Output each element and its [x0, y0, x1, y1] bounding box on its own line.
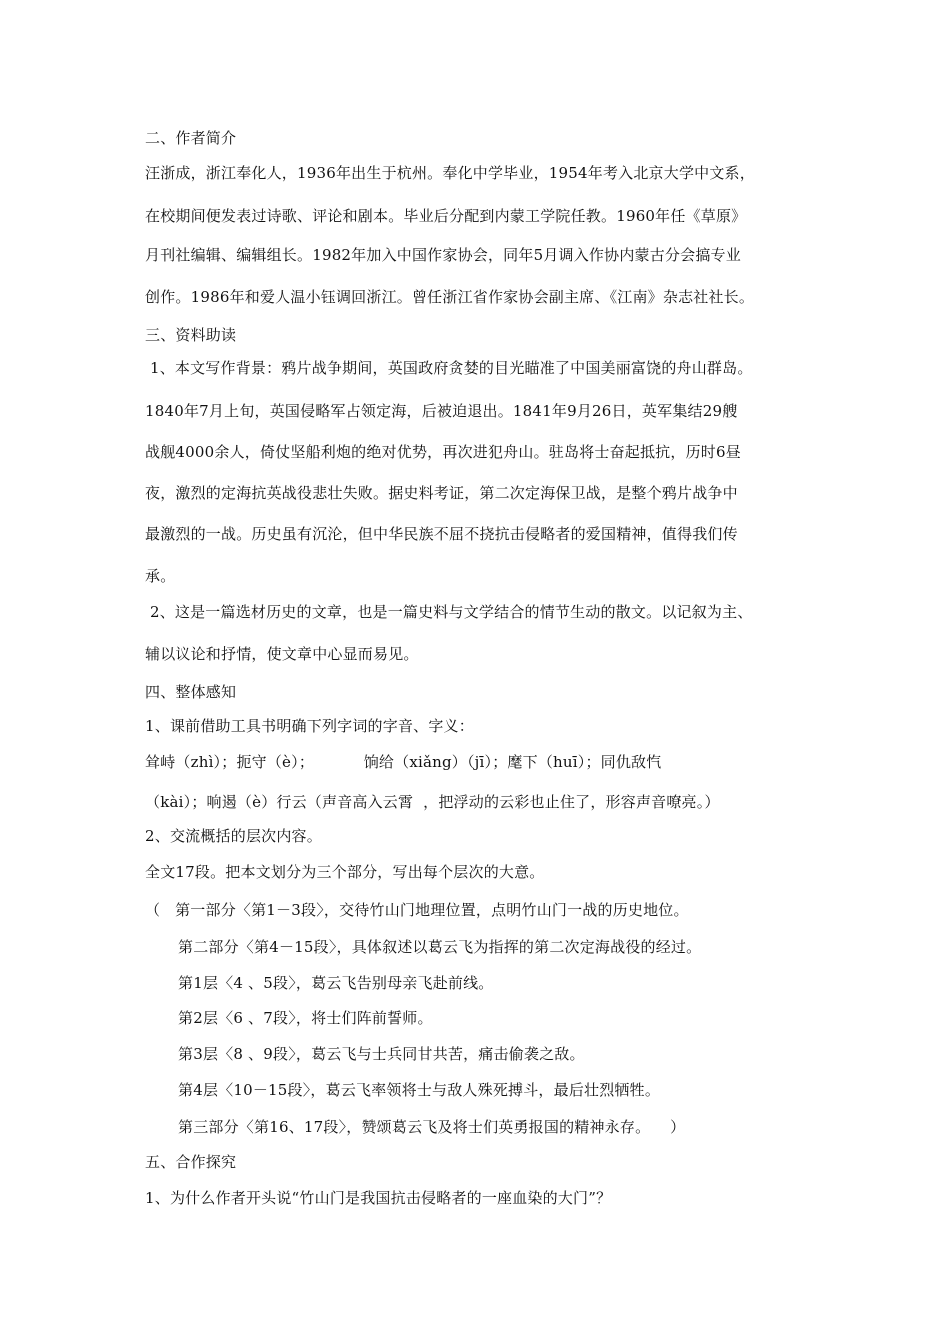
- paragraph-line: 1、本文写作背景：鸦片战争期间，英国政府贪婪的目光瞄准了中国美丽富饶的舟山群岛。: [145, 359, 753, 377]
- paragraph-line: 承。: [145, 567, 176, 585]
- paragraph-line: 创作。1986年和爱人温小钰调回浙江。曾任浙江省作家协会副主席、《江南》杂志社社长。: [145, 288, 755, 306]
- paragraph-line: 夜，激烈的定海抗英战役悲壮失败。据史料考证，第二次定海保卫战，是整个鸦片战争中: [145, 484, 738, 502]
- paragraph-line: 全文17段。把本文划分为三个部分，写出每个层次的大意。: [145, 863, 545, 881]
- paragraph-line: 第2层〈6 、7段〉，将士们阵前誓师。: [178, 1009, 433, 1027]
- paragraph-line: 第三部分〈第16、17段〉，赞颂葛云飞及将士们英勇报国的精神永存。 ）: [178, 1118, 686, 1136]
- paragraph-line: 1、为什么作者开头说“竹山门是我国抗击侵略者的一座血染的大门”？: [145, 1189, 612, 1207]
- paragraph-line: 1840年7月上旬，英国侵略军占领定海，后被迫退出。1841年9月26日，英军集结29艘: [145, 402, 738, 420]
- paragraph-line: 2、这是一篇选材历史的文章，也是一篇史料与文学结合的情节生动的散文。以记叙为主、: [145, 603, 753, 621]
- paragraph-line: 战舰4000余人，倚仗坚船利炮的绝对优势，再次进犯舟山。驻岛将士奋起抵抗，历时6昼: [145, 443, 741, 461]
- paragraph-line: 月刊社编辑、编辑组长。1982年加入中国作家协会，同年5月调入作协内蒙古分会搞专业: [145, 246, 741, 264]
- section-heading-explore: 五、合作探究: [145, 1153, 237, 1171]
- paragraph-line: （kài）；响遏（è）行云（声音高入云霄 ，把浮动的云彩也止住了，形容声音嘹亮。）: [145, 793, 720, 811]
- paragraph-line: 辅以议论和抒情，使文章中心显而易见。: [145, 645, 419, 663]
- section-heading-author: 二、作者简介: [145, 129, 237, 147]
- paragraph-line: 耸峙（zhì）；扼守（è）； 饷给（xiǎng）（jī）；麾下（huī）；同仇敌忾: [145, 753, 662, 771]
- paragraph-line: 第二部分〈第4－15段〉，具体叙述以葛云飞为指挥的第二次定海战役的经过。: [178, 938, 702, 956]
- section-heading-overview: 四、整体感知: [145, 683, 237, 701]
- paragraph-line: 1、课前借助工具书明确下列字词的字音、字义：: [145, 717, 474, 735]
- paragraph-line: 在校期间便发表过诗歌、评论和剧本。毕业后分配到内蒙工学院任教。1960年任《草原》: [145, 207, 747, 225]
- paragraph-line: （ 第一部分〈第1－3段〉，交待竹山门地理位置，点明竹山门一战的历史地位。: [145, 901, 689, 919]
- paragraph-line: 第1层〈4 、5段〉，葛云飞告别母亲飞赴前线。: [178, 974, 494, 992]
- paragraph-line: 最激烈的一战。历史虽有沉沦，但中华民族不屈不挠抗击侵略者的爱国精神，值得我们传: [145, 525, 738, 543]
- paragraph-line: 第4层〈10－15段〉，葛云飞率领将士与敌人殊死搏斗，最后壮烈牺牲。: [178, 1081, 661, 1099]
- paragraph-line: 2、交流概括的层次内容。: [145, 827, 322, 845]
- paragraph-line: 汪浙成，浙江奉化人，1936年出生于杭州。奉化中学毕业，1954年考入北京大学中文系，: [145, 164, 755, 182]
- section-heading-materials: 三、资料助读: [145, 326, 237, 344]
- paragraph-line: 第3层〈8 、9段〉，葛云飞与士兵同甘共苦，痛击偷袭之敌。: [178, 1045, 585, 1063]
